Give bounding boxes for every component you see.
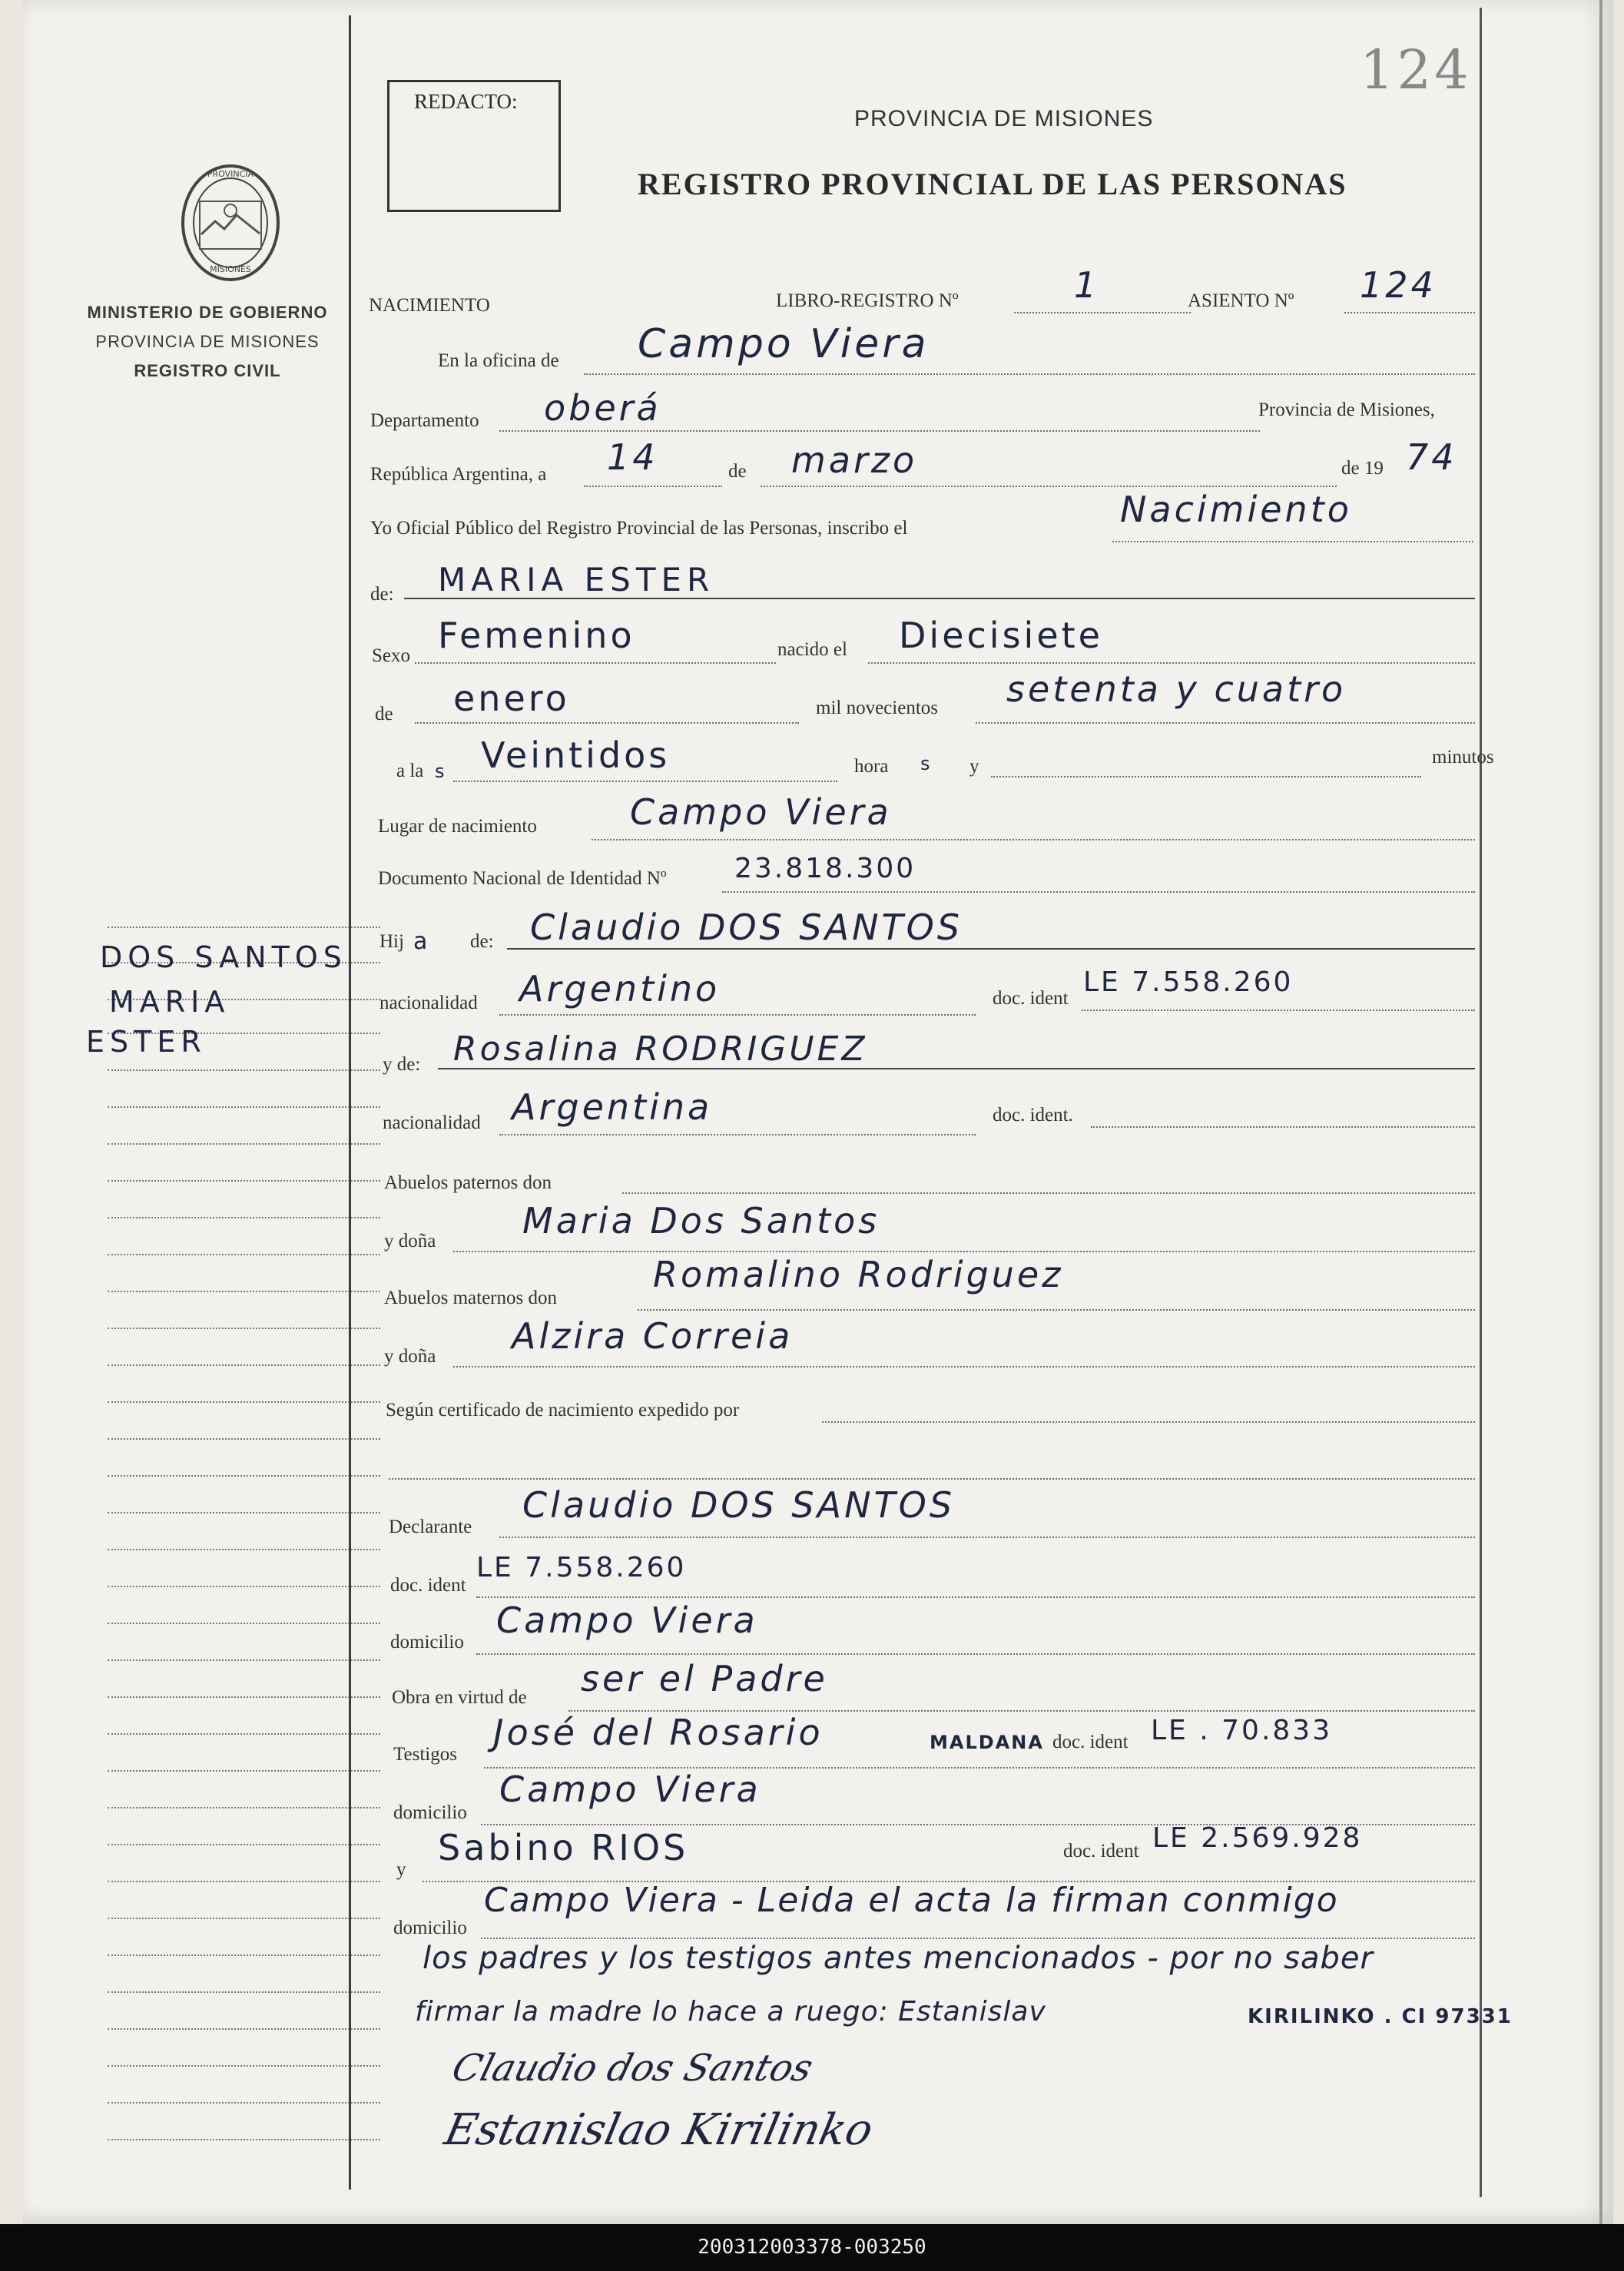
label-testigos: Testigos xyxy=(393,1744,457,1765)
label-minutos: minutos xyxy=(1432,747,1494,767)
stub-line xyxy=(108,1328,380,1329)
label-y-testigo2: y xyxy=(396,1859,406,1880)
ministry-block xyxy=(77,298,338,386)
label-declarante: Declarante xyxy=(389,1517,472,1537)
label-segun: Según certificado de nacimiento expedido por xyxy=(386,1400,740,1421)
label-y-dona-materna: y doña xyxy=(384,1346,436,1367)
entry-nombre: MARIA ESTER xyxy=(438,561,715,598)
stub-line xyxy=(108,1512,380,1513)
register-page xyxy=(23,0,1613,2224)
registry-heading: REGISTRO PROVINCIAL DE LAS PERSONAS xyxy=(638,167,1347,201)
line-nacionalidad-padre xyxy=(499,1014,976,1016)
entry-hora: Veintidos xyxy=(481,734,671,776)
entry-dni: 23.818.300 xyxy=(734,853,916,884)
label-nacimiento: NACIMIENTO xyxy=(369,295,490,316)
province-heading: PROVINCIA DE MISIONES xyxy=(854,106,1154,131)
stub-line xyxy=(108,2065,380,2067)
line-doc-declarante xyxy=(476,1596,1475,1598)
label-domicilio-testigo2: domicilio xyxy=(393,1918,467,1938)
signature-witness-rogue: Estanislao Kirilinko xyxy=(440,2105,877,2155)
stub-line xyxy=(108,2028,380,2030)
label-de-padre: de: xyxy=(470,931,494,952)
line-nacido-anio xyxy=(976,722,1475,724)
entry-departamento: oberá xyxy=(544,387,661,429)
line-segun xyxy=(822,1421,1475,1423)
label-nacionalidad-madre: nacionalidad xyxy=(383,1112,481,1133)
entry-testigo2-doc: LE 2.569.928 xyxy=(1152,1822,1363,1854)
stub-line xyxy=(108,1106,380,1108)
stub-line xyxy=(108,1254,380,1255)
stub-line xyxy=(108,1549,380,1550)
entry-padre-doc: LE 7.558.260 xyxy=(1083,966,1294,998)
line-minutos xyxy=(991,776,1421,777)
stub-line xyxy=(108,1696,380,1698)
label-a-las: a la xyxy=(396,761,424,781)
line-hora xyxy=(453,781,837,782)
entry-madre-nacionalidad: Argentina xyxy=(512,1086,713,1128)
entry-declarante-domicilio: Campo Viera xyxy=(496,1600,758,1641)
label-y: y xyxy=(969,756,979,777)
label-y-de: y de: xyxy=(383,1054,421,1075)
line-nacido-dia xyxy=(868,662,1475,664)
line-domicilio-testigo2 xyxy=(481,1938,1475,1939)
stub-line xyxy=(108,2102,380,2104)
stub-line xyxy=(108,1069,380,1071)
stub-line xyxy=(108,1401,380,1403)
label-yo-oficial: Yo Oficial Público del Registro Provincial de las Personas, inscribo el xyxy=(370,518,908,539)
label-doc-madre: doc. ident. xyxy=(993,1105,1073,1126)
entry-acta: Nacimiento xyxy=(1120,489,1352,530)
entry-padre-nacionalidad: Argentino xyxy=(519,968,721,1010)
line-libro xyxy=(1014,312,1191,313)
ministry-line2: PROVINCIA DE MISIONES xyxy=(95,332,320,351)
seal-top-text: PROVINCIA xyxy=(207,169,254,179)
label-doc-padre: doc. ident xyxy=(993,988,1069,1009)
stub-line xyxy=(108,2139,380,2140)
stub-line xyxy=(108,1586,380,1587)
label-lugar: Lugar de nacimiento xyxy=(378,816,537,837)
line-domicilio-declarante xyxy=(476,1653,1475,1655)
signature-father: Claudio dos Santos xyxy=(447,2047,818,2090)
line-oficina xyxy=(584,373,1475,375)
entry-testigo2-domicilio: Campo Viera - Leida el acta la firman conmigo xyxy=(484,1881,1339,1920)
stub-line xyxy=(108,1291,380,1292)
label-sexo: Sexo xyxy=(372,645,410,666)
entry-nacido-mes: enero xyxy=(453,678,570,719)
label-domicilio-declarante: domicilio xyxy=(390,1632,464,1653)
stub-line xyxy=(108,1180,380,1182)
line-sexo xyxy=(415,662,776,664)
entry-declarante: Claudio DOS SANTOS xyxy=(522,1484,956,1526)
stub-line xyxy=(108,1954,380,1956)
line-acta xyxy=(1112,541,1473,542)
label-abuelos-maternos: Abuelos maternos don xyxy=(384,1288,557,1308)
line-abuela-paterna xyxy=(453,1251,1475,1252)
stub-line xyxy=(108,1217,380,1218)
entry-sexo: Femenino xyxy=(438,615,635,656)
entry-a-las-suffix: s xyxy=(435,761,446,782)
stub-line xyxy=(108,927,380,928)
redacto-box xyxy=(387,80,561,212)
line-declarante xyxy=(499,1537,1475,1538)
entry-abuelo-materno: Romalino Rodriguez xyxy=(653,1254,1064,1295)
stub-line xyxy=(108,1991,380,1993)
stub-name2: ESTER xyxy=(86,1025,207,1059)
ministry-line3: REGISTRO CIVIL xyxy=(134,361,281,380)
label-departamento: Departamento xyxy=(370,410,479,431)
edge-shadow-line xyxy=(1599,0,1602,2224)
caption-bar: 200312003378-003250 xyxy=(0,2224,1624,2271)
stub-line xyxy=(108,1659,380,1661)
stub-line xyxy=(108,1881,380,1882)
entry-obra: ser el Padre xyxy=(581,1658,828,1699)
line-departamento xyxy=(499,430,1260,432)
label-de-anio: de 19 xyxy=(1341,458,1384,479)
label-libro: LIBRO-REGISTRO Nº xyxy=(776,290,959,311)
line-nacionalidad-madre xyxy=(499,1134,976,1136)
line-nacido-mes xyxy=(415,722,799,724)
entry-nacido-anio: setenta y cuatro xyxy=(1006,668,1347,710)
stub-line xyxy=(108,1143,380,1145)
label-doc-testigo1: doc. ident xyxy=(1052,1732,1129,1752)
entry-libro: 1 xyxy=(1074,264,1100,306)
line-lugar xyxy=(592,839,1475,840)
entry-dia: 14 xyxy=(607,436,658,478)
right-border-line xyxy=(1480,8,1482,2197)
line-doc-padre xyxy=(1082,1010,1475,1011)
label-domicilio-testigo1: domicilio xyxy=(393,1802,467,1823)
label-mil: mil novecientos xyxy=(816,698,938,718)
line-abuelo-paterno xyxy=(622,1192,1475,1194)
label-dni: Documento Nacional de Identidad Nº xyxy=(378,868,667,889)
stub-line xyxy=(108,1807,380,1809)
label-hora: hora xyxy=(854,756,889,777)
label-nacionalidad-padre: nacionalidad xyxy=(379,993,478,1013)
stub-line xyxy=(108,1623,380,1624)
entry-nota-linea2: los padres y los testigos antes mencionados - por no saber xyxy=(423,1941,1374,1976)
stub-divider-line xyxy=(349,15,351,2190)
entry-anio: 74 xyxy=(1406,436,1457,478)
line-segun-extra xyxy=(389,1478,1475,1480)
label-nacido: nacido el xyxy=(777,639,847,660)
label-doc-declarante: doc. ident xyxy=(390,1575,466,1596)
label-asiento: ASIENTO Nº xyxy=(1188,290,1294,311)
entry-abuela-paterna: Maria Dos Santos xyxy=(522,1200,880,1242)
entry-declarante-doc: LE 7.558.260 xyxy=(476,1552,687,1583)
redacto-label: REDACTO: xyxy=(414,90,518,113)
provincial-seal-icon xyxy=(169,154,292,284)
stub-line xyxy=(108,1733,380,1735)
line-padre xyxy=(507,948,1475,950)
line-abuela-materna xyxy=(453,1366,1475,1368)
label-y-dona-paterna: y doña xyxy=(384,1231,436,1252)
line-dni xyxy=(722,891,1475,893)
entry-oficina: Campo Viera xyxy=(638,321,930,367)
ministry-line1: MINISTERIO DE GOBIERNO xyxy=(87,303,328,322)
label-de-mes: de xyxy=(728,461,747,482)
folio-number: 124 xyxy=(1360,38,1472,101)
entry-nacido-dia: Diecisiete xyxy=(899,615,1103,656)
entry-nota-linea3: firmar la madre lo hace a ruego: Estanislav xyxy=(415,1996,1046,2027)
label-republica: República Argentina, a xyxy=(370,464,547,485)
stub-line xyxy=(108,1844,380,1845)
label-de-nacido-mes: de xyxy=(375,704,393,724)
label-oficina: En la oficina de xyxy=(438,350,559,371)
entry-testigo1-apellido: MALDANA xyxy=(930,1732,1044,1753)
stub-name1: MARIA xyxy=(109,985,230,1019)
line-asiento xyxy=(1344,312,1475,313)
stub-surname: DOS SANTOS xyxy=(100,940,347,974)
entry-asiento: 124 xyxy=(1360,264,1437,306)
stub-line xyxy=(108,1438,380,1440)
stub-line xyxy=(108,1364,380,1366)
stub-line xyxy=(108,1770,380,1772)
entry-abuela-materna: Alzira Correia xyxy=(512,1315,794,1357)
label-provincia: Provincia de Misiones, xyxy=(1258,399,1435,420)
entry-testigo2: Sabino RIOS xyxy=(438,1827,689,1868)
label-obra: Obra en virtud de xyxy=(392,1687,527,1708)
entry-nota-linea3-b: KIRILINKO . CI 97331 xyxy=(1248,2005,1513,2028)
line-mes xyxy=(761,486,1337,487)
entry-mes: marzo xyxy=(791,439,918,481)
entry-padre: Claudio DOS SANTOS xyxy=(530,907,963,948)
seal-bottom-text: MISIONES xyxy=(210,264,251,274)
entry-testigo1-doc: LE . 70.833 xyxy=(1151,1715,1333,1746)
label-abuelos-paternos: Abuelos paternos don xyxy=(384,1172,552,1193)
line-abuelo-materno xyxy=(638,1309,1475,1311)
entry-madre: Rosalina RODRIGUEZ xyxy=(453,1029,868,1069)
entry-hij-suffix: a xyxy=(413,928,429,955)
entry-testigo1: José del Rosario xyxy=(493,1712,824,1753)
entry-hora-suffix: s xyxy=(920,753,932,774)
label-doc-testigo2: doc. ident xyxy=(1063,1841,1139,1862)
label-hij: Hij xyxy=(379,931,404,952)
line-dia xyxy=(584,486,722,487)
line-doc-madre xyxy=(1091,1126,1475,1128)
entry-testigo1-domicilio: Campo Viera xyxy=(499,1769,761,1810)
stub-line xyxy=(108,1918,380,1919)
label-de-nombre: de: xyxy=(370,584,394,605)
stub-line xyxy=(108,1475,380,1477)
entry-lugar: Campo Viera xyxy=(630,791,892,833)
